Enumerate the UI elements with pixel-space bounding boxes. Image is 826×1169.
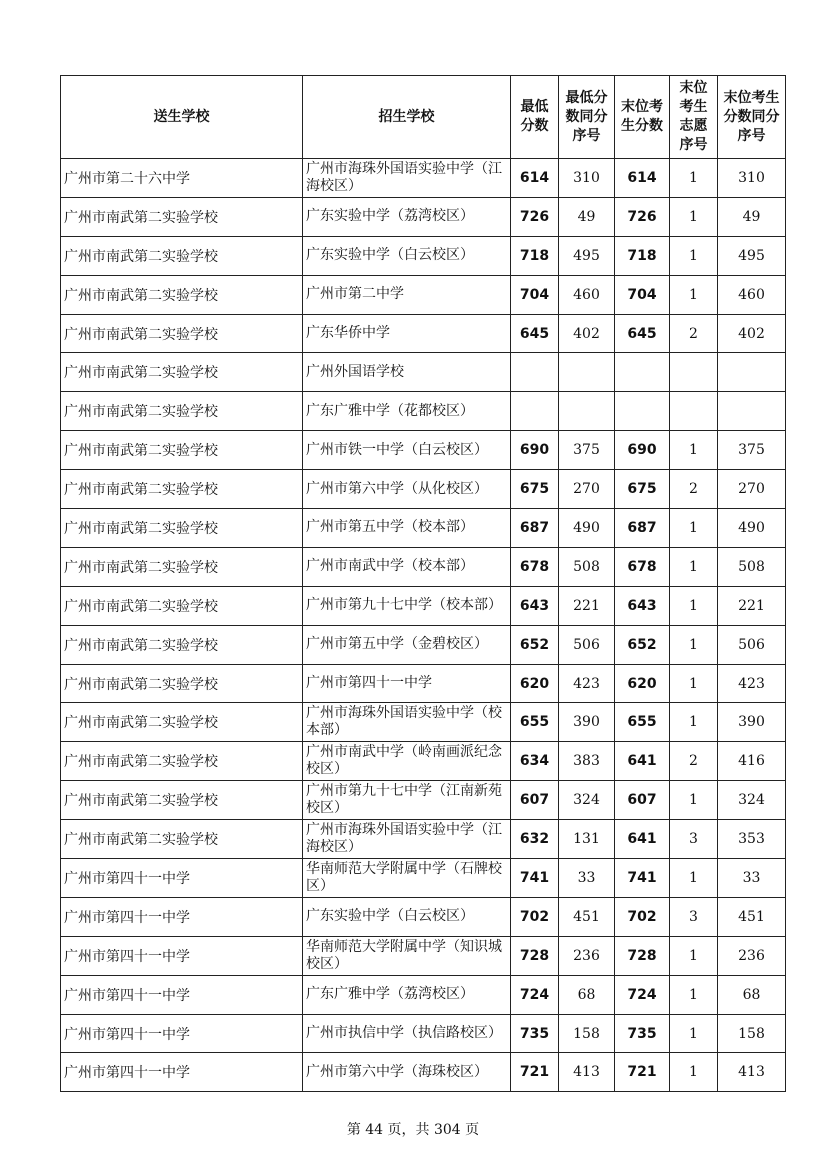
sender-school-cell: 广州市南武第二实验学校 — [61, 431, 303, 470]
sender-school-cell: 广州市南武第二实验学校 — [61, 820, 303, 859]
receiving-school-cell: 广州市南武中学（校本部） — [303, 547, 511, 586]
min-score-cell: 718 — [511, 236, 559, 275]
min-score-tie-rank-cell: 131 — [559, 820, 615, 859]
sender-school-cell: 广州市南武第二实验学校 — [61, 547, 303, 586]
receiving-school-cell: 广州市南武中学（岭南画派纪念校区） — [303, 742, 511, 781]
last-score-tie-rank-cell: 270 — [718, 470, 786, 509]
last-score-tie-rank-cell: 49 — [718, 197, 786, 236]
sender-school-cell: 广州市南武第二实验学校 — [61, 470, 303, 509]
min-score-tie-rank-cell: 423 — [559, 664, 615, 703]
last-preference-rank-cell: 1 — [670, 159, 718, 198]
last-score-tie-rank-cell: 353 — [718, 820, 786, 859]
last-score-cell: 620 — [615, 664, 670, 703]
min-score-tie-rank-cell — [559, 392, 615, 431]
last-preference-rank-cell: 1 — [670, 586, 718, 625]
header-min-score-tie-rank: 最低分 数同分 序号 — [559, 76, 615, 159]
min-score-cell: 728 — [511, 936, 559, 975]
last-preference-rank-cell: 2 — [670, 470, 718, 509]
min-score-tie-rank-cell: 451 — [559, 897, 615, 936]
last-score-tie-rank-cell: 375 — [718, 431, 786, 470]
sender-school-cell: 广州市南武第二实验学校 — [61, 353, 303, 392]
table-row — [61, 897, 786, 936]
sender-school-cell: 广州市第四十一中学 — [61, 936, 303, 975]
receiving-school-cell: 广州市海珠外国语实验中学（校本部） — [303, 703, 511, 742]
last-preference-rank-cell: 1 — [670, 781, 718, 820]
table-row — [61, 431, 786, 470]
min-score-cell: 724 — [511, 975, 559, 1014]
min-score-tie-rank-cell: 460 — [559, 275, 615, 314]
sender-school-cell: 广州市南武第二实验学校 — [61, 236, 303, 275]
sender-school-cell: 广州市南武第二实验学校 — [61, 314, 303, 353]
receiving-school-cell: 广州市第五中学（校本部） — [303, 509, 511, 548]
last-score-tie-rank-cell: 490 — [718, 509, 786, 548]
table-row — [61, 547, 786, 586]
sender-school-cell: 广州市第二十六中学 — [61, 159, 303, 198]
last-score-tie-rank-cell: 416 — [718, 742, 786, 781]
last-score-cell: 678 — [615, 547, 670, 586]
last-preference-rank-cell: 2 — [670, 314, 718, 353]
last-score-tie-rank-cell — [718, 392, 786, 431]
header-sender-school: 送生学校 — [61, 76, 303, 159]
last-preference-rank-cell — [670, 353, 718, 392]
last-preference-rank-cell — [670, 392, 718, 431]
last-preference-rank-cell: 1 — [670, 275, 718, 314]
min-score-cell: 704 — [511, 275, 559, 314]
receiving-school-cell: 广州市第九十七中学（江南新苑校区） — [303, 781, 511, 820]
table-row — [61, 314, 786, 353]
min-score-tie-rank-cell — [559, 353, 615, 392]
min-score-cell: 721 — [511, 1053, 559, 1092]
table-row — [61, 509, 786, 548]
receiving-school-cell: 广州市第九十七中学（校本部） — [303, 586, 511, 625]
table-row — [61, 703, 786, 742]
receiving-school-cell: 广州市第二中学 — [303, 275, 511, 314]
table-row — [61, 392, 786, 431]
min-score-cell: 702 — [511, 897, 559, 936]
last-score-cell: 704 — [615, 275, 670, 314]
last-preference-rank-cell: 1 — [670, 859, 718, 898]
last-score-tie-rank-cell: 324 — [718, 781, 786, 820]
last-score-cell: 690 — [615, 431, 670, 470]
last-preference-rank-cell: 1 — [670, 236, 718, 275]
table-row — [61, 1053, 786, 1092]
table-row — [61, 625, 786, 664]
receiving-school-cell: 广州市第四十一中学 — [303, 664, 511, 703]
sender-school-cell: 广州市南武第二实验学校 — [61, 664, 303, 703]
table-row — [61, 353, 786, 392]
receiving-school-cell: 广东华侨中学 — [303, 314, 511, 353]
min-score-tie-rank-cell: 383 — [559, 742, 615, 781]
last-score-cell: 721 — [615, 1053, 670, 1092]
sender-school-cell: 广州市南武第二实验学校 — [61, 742, 303, 781]
table-row — [61, 586, 786, 625]
sender-school-cell: 广州市南武第二实验学校 — [61, 703, 303, 742]
receiving-school-cell: 广州市海珠外国语实验中学（江海校区） — [303, 159, 511, 198]
receiving-school-cell: 广东广雅中学（荔湾校区） — [303, 975, 511, 1014]
last-score-cell: 643 — [615, 586, 670, 625]
last-preference-rank-cell: 1 — [670, 625, 718, 664]
receiving-school-cell: 广州市海珠外国语实验中学（江海校区） — [303, 820, 511, 859]
last-score-cell — [615, 392, 670, 431]
table-row — [61, 820, 786, 859]
table-row — [61, 742, 786, 781]
min-score-cell: 620 — [511, 664, 559, 703]
min-score-tie-rank-cell: 490 — [559, 509, 615, 548]
min-score-cell: 634 — [511, 742, 559, 781]
last-score-tie-rank-cell: 390 — [718, 703, 786, 742]
last-score-tie-rank-cell: 158 — [718, 1014, 786, 1053]
min-score-tie-rank-cell: 270 — [559, 470, 615, 509]
min-score-tie-rank-cell: 402 — [559, 314, 615, 353]
min-score-cell — [511, 392, 559, 431]
min-score-cell: 726 — [511, 197, 559, 236]
min-score-tie-rank-cell: 236 — [559, 936, 615, 975]
last-preference-rank-cell: 1 — [670, 664, 718, 703]
last-score-tie-rank-cell: 451 — [718, 897, 786, 936]
last-preference-rank-cell: 1 — [670, 431, 718, 470]
min-score-cell: 687 — [511, 509, 559, 548]
last-score-cell: 726 — [615, 197, 670, 236]
receiving-school-cell: 广东实验中学（白云校区） — [303, 897, 511, 936]
min-score-tie-rank-cell: 33 — [559, 859, 615, 898]
last-preference-rank-cell: 1 — [670, 197, 718, 236]
receiving-school-cell: 广州市第六中学（从化校区） — [303, 470, 511, 509]
table-row — [61, 159, 786, 198]
min-score-tie-rank-cell: 324 — [559, 781, 615, 820]
last-score-tie-rank-cell: 221 — [718, 586, 786, 625]
min-score-cell: 614 — [511, 159, 559, 198]
last-preference-rank-cell: 1 — [670, 1014, 718, 1053]
sender-school-cell: 广州市南武第二实验学校 — [61, 781, 303, 820]
min-score-tie-rank-cell: 221 — [559, 586, 615, 625]
receiving-school-cell: 广州市第六中学（海珠校区） — [303, 1053, 511, 1092]
min-score-cell: 643 — [511, 586, 559, 625]
last-score-tie-rank-cell: 506 — [718, 625, 786, 664]
receiving-school-cell: 广州市第五中学（金碧校区） — [303, 625, 511, 664]
sender-school-cell: 广州市南武第二实验学校 — [61, 392, 303, 431]
last-score-tie-rank-cell — [718, 353, 786, 392]
table-row — [61, 275, 786, 314]
min-score-tie-rank-cell: 49 — [559, 197, 615, 236]
table-row — [61, 197, 786, 236]
receiving-school-cell: 华南师范大学附属中学（知识城校区） — [303, 936, 511, 975]
header-receiving-school: 招生学校 — [303, 76, 511, 159]
table-row — [61, 975, 786, 1014]
last-preference-rank-cell: 1 — [670, 936, 718, 975]
table-row — [61, 859, 786, 898]
page-footer: 第 44 页，共 304 页 — [346, 1122, 480, 1138]
admissions-table — [60, 75, 786, 1092]
receiving-school-cell: 广东广雅中学（花都校区） — [303, 392, 511, 431]
last-score-cell: 645 — [615, 314, 670, 353]
last-score-tie-rank-cell: 413 — [718, 1053, 786, 1092]
last-score-cell: 607 — [615, 781, 670, 820]
last-score-cell: 702 — [615, 897, 670, 936]
min-score-tie-rank-cell: 310 — [559, 159, 615, 198]
header-last-score-tie-rank: 末位考生 分数同分 序号 — [718, 76, 786, 159]
min-score-tie-rank-cell: 375 — [559, 431, 615, 470]
last-preference-rank-cell: 3 — [670, 897, 718, 936]
sender-school-cell: 广州市第四十一中学 — [61, 1014, 303, 1053]
min-score-tie-rank-cell: 413 — [559, 1053, 615, 1092]
last-score-tie-rank-cell: 460 — [718, 275, 786, 314]
min-score-cell: 645 — [511, 314, 559, 353]
last-score-cell: 718 — [615, 236, 670, 275]
last-score-cell: 641 — [615, 742, 670, 781]
sender-school-cell: 广州市南武第二实验学校 — [61, 197, 303, 236]
last-preference-rank-cell: 1 — [670, 975, 718, 1014]
table-row — [61, 936, 786, 975]
table-row — [61, 664, 786, 703]
sender-school-cell: 广州市南武第二实验学校 — [61, 275, 303, 314]
min-score-cell: 678 — [511, 547, 559, 586]
last-score-tie-rank-cell: 33 — [718, 859, 786, 898]
table-body — [61, 159, 786, 1092]
table-row — [61, 470, 786, 509]
last-score-tie-rank-cell: 68 — [718, 975, 786, 1014]
last-score-tie-rank-cell: 508 — [718, 547, 786, 586]
min-score-cell: 652 — [511, 625, 559, 664]
last-preference-rank-cell: 2 — [670, 742, 718, 781]
last-preference-rank-cell: 1 — [670, 703, 718, 742]
min-score-cell: 632 — [511, 820, 559, 859]
min-score-tie-rank-cell: 68 — [559, 975, 615, 1014]
sender-school-cell: 广州市南武第二实验学校 — [61, 625, 303, 664]
table-row — [61, 236, 786, 275]
last-score-cell: 741 — [615, 859, 670, 898]
min-score-tie-rank-cell: 495 — [559, 236, 615, 275]
min-score-cell: 690 — [511, 431, 559, 470]
last-score-cell: 675 — [615, 470, 670, 509]
last-score-tie-rank-cell: 310 — [718, 159, 786, 198]
sender-school-cell: 广州市南武第二实验学校 — [61, 586, 303, 625]
last-score-cell: 728 — [615, 936, 670, 975]
min-score-cell: 735 — [511, 1014, 559, 1053]
last-score-cell: 735 — [615, 1014, 670, 1053]
last-score-cell: 614 — [615, 159, 670, 198]
receiving-school-cell: 广州市铁一中学（白云校区） — [303, 431, 511, 470]
min-score-tie-rank-cell: 158 — [559, 1014, 615, 1053]
sender-school-cell: 广州市第四十一中学 — [61, 897, 303, 936]
last-preference-rank-cell: 1 — [670, 547, 718, 586]
receiving-school-cell: 华南师范大学附属中学（石牌校区） — [303, 859, 511, 898]
min-score-cell: 675 — [511, 470, 559, 509]
min-score-cell: 655 — [511, 703, 559, 742]
header-last-score: 末位考 生分数 — [615, 76, 670, 159]
sender-school-cell: 广州市南武第二实验学校 — [61, 509, 303, 548]
last-score-tie-rank-cell: 236 — [718, 936, 786, 975]
receiving-school-cell: 广州市执信中学（执信路校区） — [303, 1014, 511, 1053]
min-score-cell — [511, 353, 559, 392]
last-score-cell: 687 — [615, 509, 670, 548]
receiving-school-cell: 广州外国语学校 — [303, 353, 511, 392]
sender-school-cell: 广州市第四十一中学 — [61, 1053, 303, 1092]
last-preference-rank-cell: 1 — [670, 509, 718, 548]
receiving-school-cell: 广东实验中学（白云校区） — [303, 236, 511, 275]
last-score-cell: 641 — [615, 820, 670, 859]
min-score-tie-rank-cell: 508 — [559, 547, 615, 586]
min-score-tie-rank-cell: 390 — [559, 703, 615, 742]
last-score-cell: 652 — [615, 625, 670, 664]
table-row — [61, 781, 786, 820]
last-score-cell: 724 — [615, 975, 670, 1014]
last-score-tie-rank-cell: 495 — [718, 236, 786, 275]
last-score-tie-rank-cell: 423 — [718, 664, 786, 703]
sender-school-cell: 广州市第四十一中学 — [61, 859, 303, 898]
min-score-tie-rank-cell: 506 — [559, 625, 615, 664]
table-row — [61, 1014, 786, 1053]
last-score-cell: 655 — [615, 703, 670, 742]
min-score-cell: 607 — [511, 781, 559, 820]
last-preference-rank-cell: 3 — [670, 820, 718, 859]
header-last-preference-rank: 末位 考生 志愿 序号 — [670, 76, 718, 159]
last-preference-rank-cell: 1 — [670, 1053, 718, 1092]
receiving-school-cell: 广东实验中学（荔湾校区） — [303, 197, 511, 236]
header-row — [61, 76, 786, 159]
last-score-cell — [615, 353, 670, 392]
last-score-tie-rank-cell: 402 — [718, 314, 786, 353]
min-score-cell: 741 — [511, 859, 559, 898]
sender-school-cell: 广州市第四十一中学 — [61, 975, 303, 1014]
header-min-score: 最低 分数 — [511, 76, 559, 159]
